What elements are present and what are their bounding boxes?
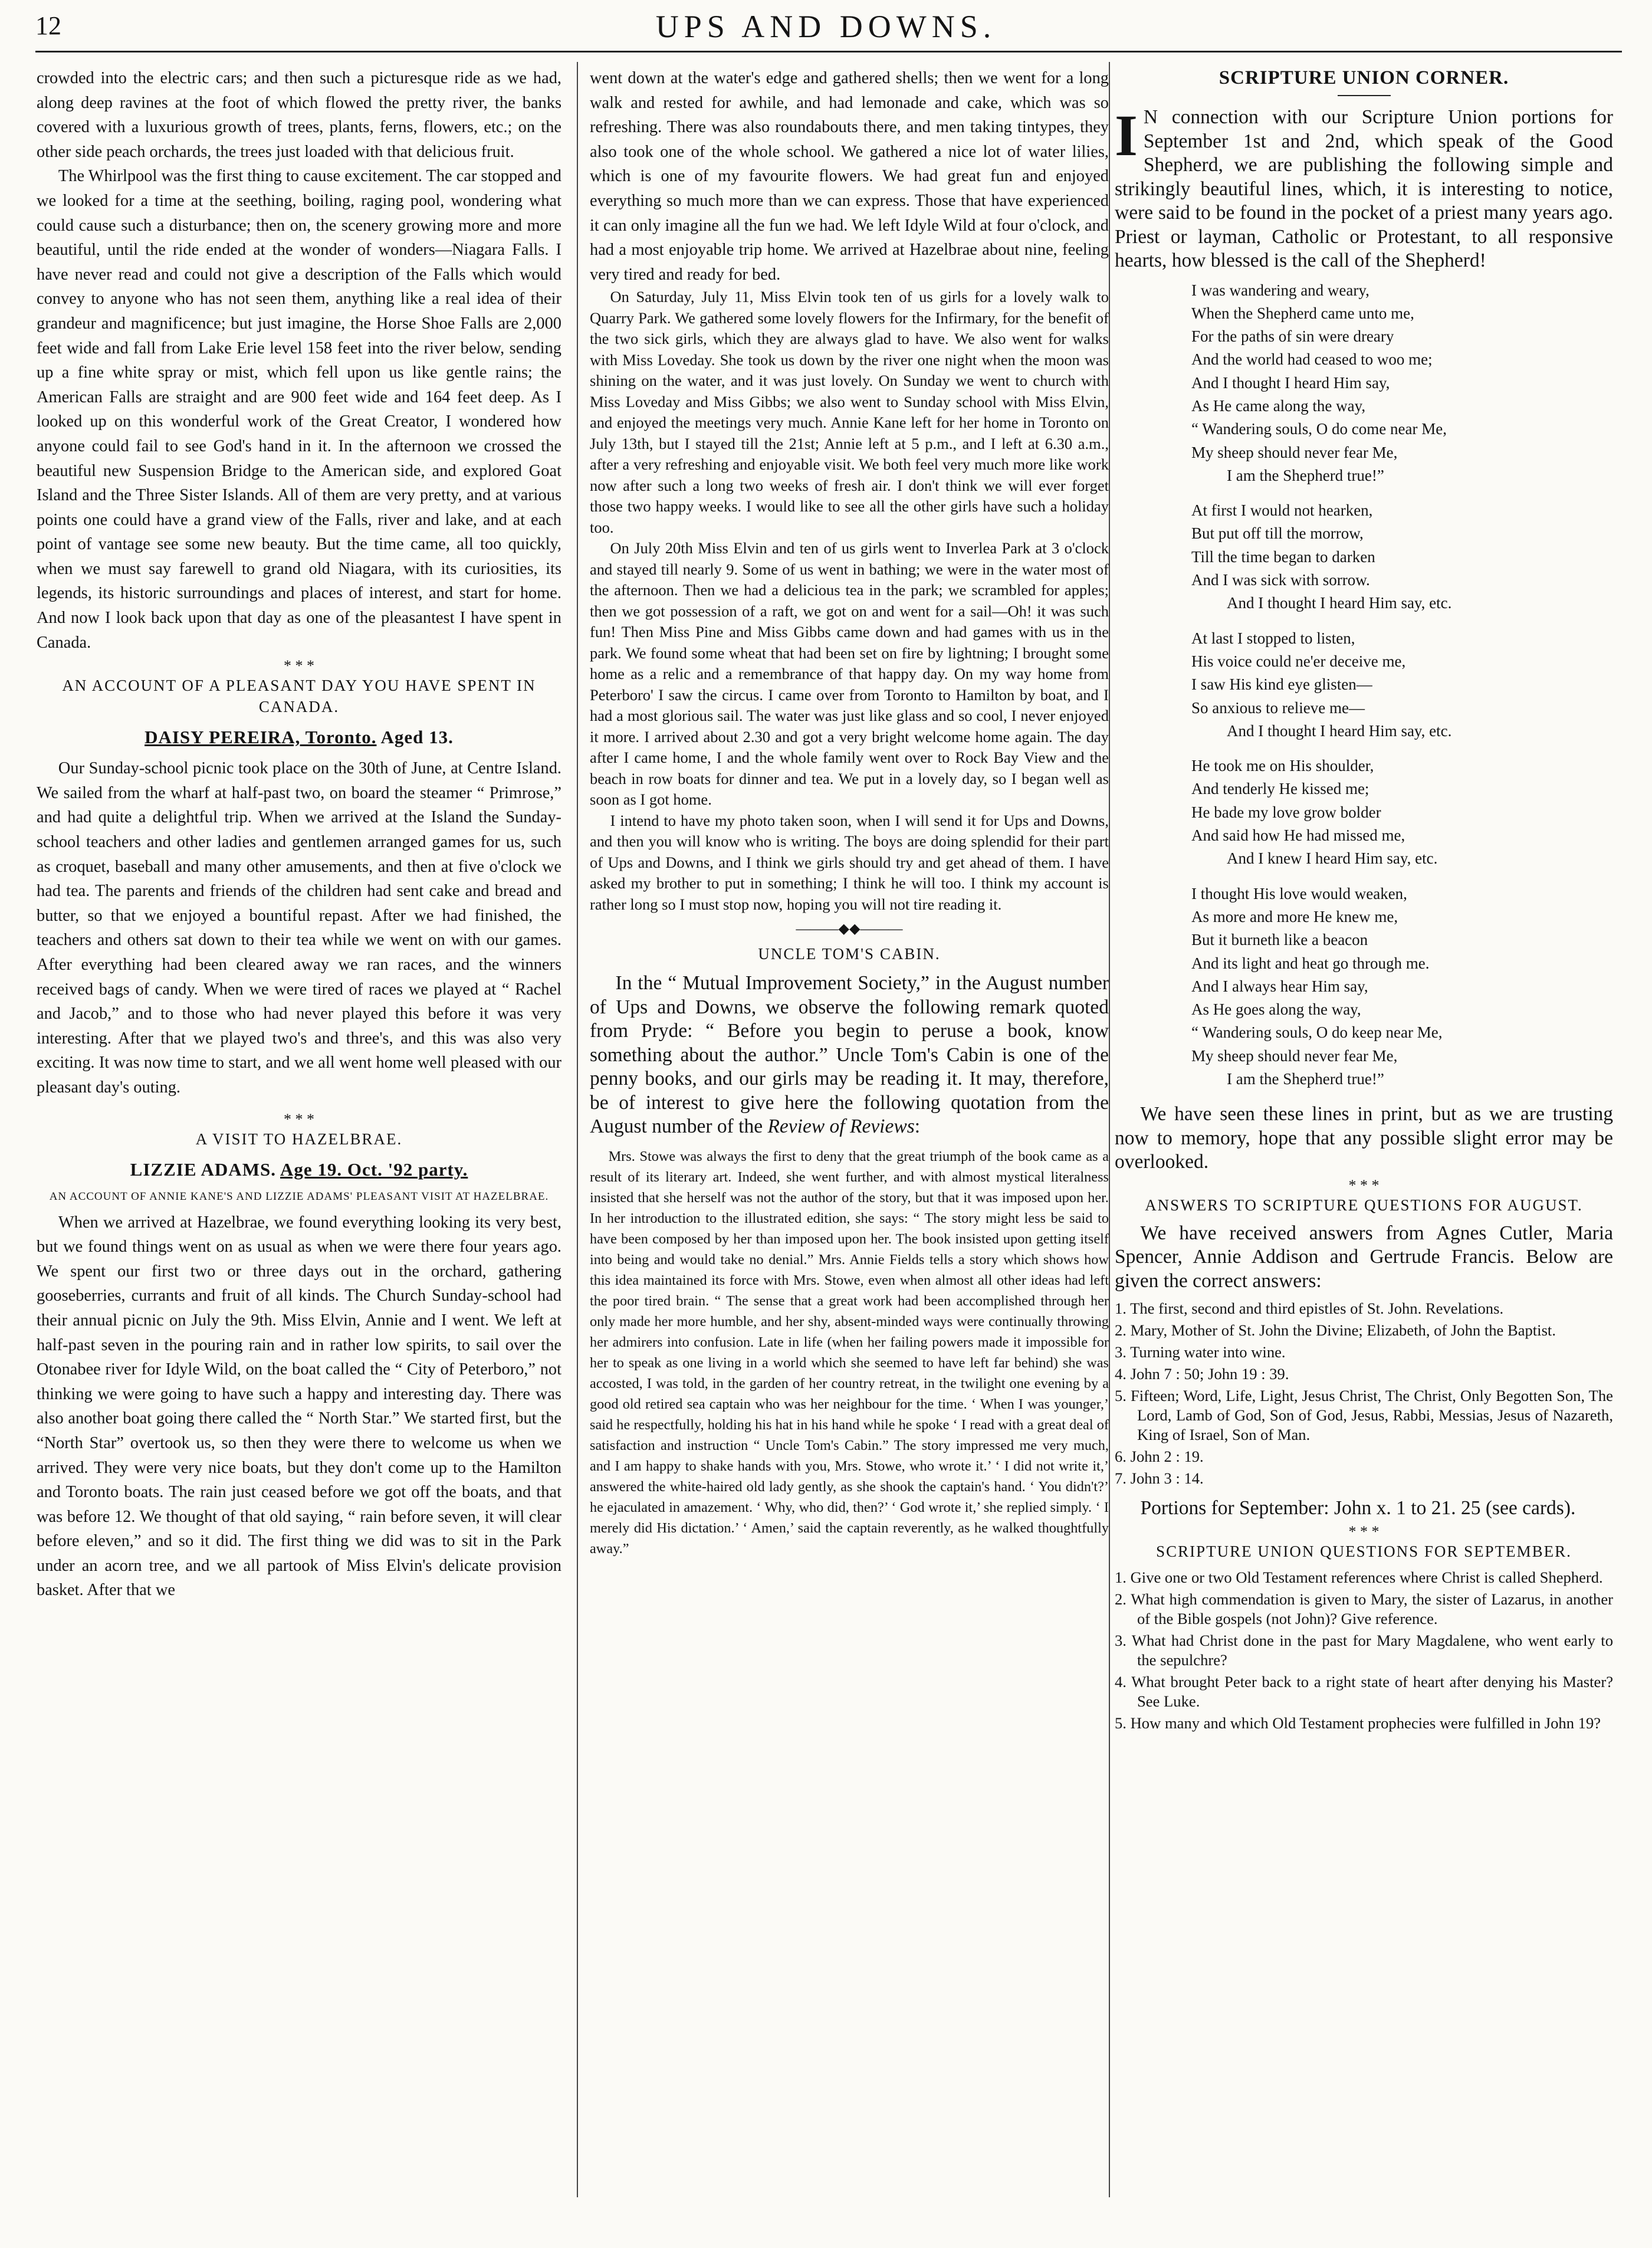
author-name: DAISY PEREIRA, Toronto. xyxy=(144,727,377,748)
answer-item: 6. John 2 : 19. xyxy=(1115,1448,1204,1466)
answer-item: 1. The first, second and third epistles of St. John. Revelations. xyxy=(1115,1299,1504,1318)
author-age: Age 19. Oct. '92 party. xyxy=(280,1159,468,1180)
poem-line: My sheep should never fear Me, xyxy=(1191,443,1398,461)
drop-cap: I xyxy=(1115,103,1138,168)
questions-list xyxy=(1115,1568,1613,1733)
paragraph: On Saturday, July 11, Miss Elvin took ten of us girls for a lovely walk to Quarry Park. We gathered some lovely flowers for the Infirmary, for the benefit of the two sick girls, which they are always glad to have. We also went for walks with Miss Loveday. She took us down by the river one night when the moon was shining on the water, and it was just lovely. On Sunday we went to church with Miss Loveday and Miss Gibbs; we also went to Sunday school with Miss Elvin, and enjoyed the meetings very much. Annie Kane left for her home in Toronto on July 13th, but I stayed till the 21st; Annie left at 5 p.m., and I left at 6.30 a.m., after a very refreshing and enjoyable visit. We both feel very much more like work now after such a long two weeks of fresh air. I don't think we will ever forget those two happy weeks. I would like to see all the other girls have such a holiday too. xyxy=(590,288,1109,536)
poem-stanza xyxy=(1191,279,1613,488)
poem-line: He bade my love grow bolder xyxy=(1191,803,1381,821)
poem-line: He took me on His shoulder, xyxy=(1191,757,1374,775)
poem-line: His voice could ne'er deceive me, xyxy=(1191,652,1406,670)
paragraph: Our Sunday-school picnic took place on the 30th of June, at Centre Island. We sailed from the wharf at half-past two, on board the steamer “ Primrose,” and had quite a delightful trip. When we arrived at the Island the Sunday-school teachers and other ladies and gentlemen arranged games for us, such as croquet, baseball and many other amusements, and then at five o'clock we had tea. The parents and friends of the children had sent cake and bread and butter, so that we enjoyed a bountiful repast. After we had finished, the teachers and others sat down to their tea while we went on with our games. After everything had been cleared away we ran races, and the winners received bags of candy. When we were tired of races we played at “ Rachel and Jacob,” and to those who had never played this before it was very interesting. After that we played two's and three's, and this was also very exciting. It was now time to start, and we all went home well pleased with our pleasant day's outing. xyxy=(37,759,561,1097)
title-rule xyxy=(1338,95,1391,96)
page-number: 12 xyxy=(35,11,61,40)
poem-line: But it burneth like a beacon xyxy=(1191,931,1368,949)
asterism: * * * xyxy=(1348,1522,1380,1540)
question-item: 4. What brought Peter back to a right state of heart after denying his Master? See Luke. xyxy=(1115,1672,1613,1710)
article-heading: AN ACCOUNT OF A PLEASANT DAY YOU HAVE SPENT IN CANADA. xyxy=(62,677,536,716)
poem-stanza xyxy=(1191,882,1613,1091)
author-byline xyxy=(37,727,561,748)
paragraph xyxy=(590,972,1109,1139)
poem-line: And I thought I heard Him say, etc. xyxy=(1227,594,1452,612)
article-heading: A VISIT TO HAZELBRAE. xyxy=(195,1130,403,1148)
poem-line: I thought His love would weaken, xyxy=(1191,884,1407,903)
poem-line: When the Shepherd came unto me, xyxy=(1191,304,1414,322)
poem-line: “ Wandering souls, O do keep near Me, xyxy=(1191,1023,1443,1042)
publication-title: Review of Reviews xyxy=(767,1115,915,1138)
poem-line: But put off till the morrow, xyxy=(1191,524,1364,543)
section-ornament: ———◆◆——— xyxy=(796,921,903,937)
poem-line: As He came along the way, xyxy=(1191,396,1366,415)
paragraph-text: In the “ Mutual Improvement Society,” in the August number of Ups and Downs, we observe the following remark quoted from Pryde: “ Before you begin to peruse a book, know something about the author.” Uncle Tom's Cabin is one of the penny books, and our girls may be reading it. It may, therefore, be of interest to give here the following quotation from the August number of the xyxy=(590,972,1109,1138)
poem-line: And said how He had missed me, xyxy=(1191,826,1405,845)
paragraph: When we arrived at Hazelbrae, we found everything looking its very best, but we found things went on as usual as when we were there four years ago. We spent our first two or three days out in the orchard, gathering gooseberries, currants and fruit of all kinds. The Church Sunday-school had their annual picnic on July the 9th. Miss Elvin, Annie and I went. We left at half-past seven in the pouring rain and in rather low spirits, to sail over the Otonabee river for Idyle Wild, on the boat called the “ City of Peterboro,” not thinking we were going to have such a happy and interesting day. There was also another boat going there called the “ North Star.” We started first, but the “North Star” overtook us, so then they were there to welcome us when we arrived. They were very nice boats, but they don't come up to the Hamilton and Toronto boats. The rain just ceased before we got off the boats, and that was before 12. We thought of that old saying, “ rain before seven, it will clear before eleven,” and so it did. The first thing we did was to sit in the Park under an acorn tree, and we all partook of Miss Elvin's delicate provision basket. After that we xyxy=(37,1213,561,1600)
author-age: Aged 13. xyxy=(380,727,454,748)
answer-item: 4. John 7 : 50; John 19 : 39. xyxy=(1115,1365,1289,1383)
poem-stanza xyxy=(1191,499,1613,615)
answer-item: 7. John 3 : 14. xyxy=(1115,1469,1204,1488)
poem-line: And tenderly He kissed me; xyxy=(1191,780,1369,798)
paragraph: Portions for September: John x. 1 to 21. 25 (see cards). xyxy=(1140,1497,1576,1520)
asterism: * * * xyxy=(1348,1176,1380,1194)
poem-line: My sheep should never fear Me, xyxy=(1191,1046,1398,1065)
author-byline xyxy=(37,1159,561,1180)
questions-heading: SCRIPTURE UNION QUESTIONS FOR SEPTEMBER. xyxy=(1156,1542,1572,1560)
column-divider-1 xyxy=(577,62,578,2197)
poem-line: And its light and heat go through me. xyxy=(1191,954,1430,972)
paragraph: We have seen these lines in print, but as we are trusting now to memory, hope that any possible slight error may be overlooked. xyxy=(1115,1103,1613,1173)
answer-item: 3. Turning water into wine. xyxy=(1115,1343,1286,1361)
poem-line: “ Wandering souls, O do come near Me, xyxy=(1191,420,1447,438)
quoted-paragraph: Mrs. Stowe was always the first to deny that the great triumph of the book came as a result of its literary art. Indeed, she went further, and with almost mystical literalness insisted that she herself was not the author of the story, but that it was imposed upon her. In her introduction to the illustrated edition, she says: “ The story might less be said to have been composed by her than imposed upon her. The book insisted upon getting itself into being and would take no denial.” Mrs. Annie Fields tells a story which shows how this idea maintained its force with Mrs. Stowe, even when almost all other ideas had left the poor tired brain. “ The sense that a great work had been accomplished through her only made her more humble, and her shy, absent-minded ways were continually throwing her admirers into confusion. Late in life (when her failing powers made it impossible for her to speak as one living in a world which she seemed to have left far behind) she was accosted, I was told, in the garden of her country retreat, in the twilight one evening by a good old retired sea captain who was her neighbour for the time. ‘ When I was younger,’ said he respectfully, holding his hat in his hand while he spoke ‘ I read with a great deal of satisfaction and instruction “ Uncle Tom's Cabin.” The story impressed me very much, and I am happy to shake hands with you, Mrs. Stowe, who wrote it.’ ‘ I did not write it,’ answered the white-haired old lady gently, as she shook the captain's hand. ‘ You didn't?’ he ejaculated in amazement. ‘ Why, who did, then?’ ‘ God wrote it,’ she replied simply. ‘ I merely did His dictation.’ ‘ Amen,’ said the captain reverently, as he walked thoughtfully away.” xyxy=(590,1148,1109,1557)
paragraph: I intend to have my photo taken soon, when I will send it for Ups and Downs, and then you will know who is writing. The boys are doing splendid for their part of Ups and Downs, and I think we girls should try and get ahead of them. I have asked my brother to put in something; I think he will too. I think my account is rather long so I must stop now, hoping you will not tire reading it. xyxy=(590,811,1109,913)
poem-stanza xyxy=(1191,754,1613,870)
paragraph: crowded into the electric cars; and then such a picturesque ride as we had, along deep ravines at the foot of which flowed the pretty river, the banks covered with a luxurious growth of trees, plants, ferns, flowers, etc.; on the other side peach orchards, the trees just loaded with that delicious fruit. xyxy=(37,69,561,161)
article-heading: UNCLE TOM'S CABIN. xyxy=(758,945,941,963)
poem-line: As He goes along the way, xyxy=(1191,1000,1361,1019)
poem-line: And I was sick with sorrow. xyxy=(1191,571,1370,589)
poem-line: As more and more He knew me, xyxy=(1191,907,1398,926)
asterism: * * * xyxy=(284,1110,314,1128)
column-middle xyxy=(590,66,1109,2225)
poem-line: And I thought I heard Him say, xyxy=(1191,373,1390,392)
intro-paragraph xyxy=(1115,103,1613,273)
answers-list xyxy=(1115,1299,1613,1488)
column-right xyxy=(1115,66,1613,2219)
header-rule xyxy=(35,51,1622,52)
masthead-title: UPS AND DOWNS. xyxy=(655,9,997,44)
answers-heading: ANSWERS TO SCRIPTURE QUESTIONS FOR AUGUST. xyxy=(1145,1196,1583,1214)
answer-item: 5. Fifteen; Word, Life, Light, Jesus Christ, The Christ, Only Begotten Son, The Lord, Lamb of God, Son of God, Jesus, Rabbi, Messias, Jesus of Nazareth, King of Israel, Son of Man. xyxy=(1115,1387,1613,1444)
poem-line: At last I stopped to listen, xyxy=(1191,629,1355,647)
question-item: 3. What had Christ done in the past for Mary Magdalene, who went early to the sepulchre? xyxy=(1115,1631,1613,1669)
poem-stanza xyxy=(1191,627,1613,743)
poem-line: I am the Shepherd true!” xyxy=(1227,1070,1384,1088)
paragraph: We have received answers from Agnes Cutler, Maria Spencer, Annie Addison and Gertrude Francis. Below are given the correct answers: xyxy=(1115,1222,1613,1292)
paragraph: went down at the water's edge and gathered shells; then we went for a long walk and rested for awhile, and had lemonade and cake, which was so refreshing. There was also roundabouts there, and men taking tintypes, they also took one of the whole school. We gathered a nice lot of water lilies, which is one of my favourite flowers. We had great fun and enjoyed everything so much more than we can express. Those that have experienced it can only imagine all the fun we had. We left Idyle Wild at four o'clock, and had a most enjoyable trip home. We arrived at Hazelbrae about nine, feeling very tired and ready for bed. xyxy=(590,69,1109,284)
poem-line: I saw His kind eye glisten— xyxy=(1191,675,1372,694)
asterism: * * * xyxy=(284,657,314,675)
poem xyxy=(1115,279,1613,1091)
poem-line: And the world had ceased to woo me; xyxy=(1191,350,1433,369)
paragraph: On July 20th Miss Elvin and ten of us girls went to Inverlea Park at 3 o'clock and stayed till nearly 9. Some of us went in bathing; we were in the water most of the afternoon. Then we had a delicious tea in the park; we scrambled for apples; then we got possession of a raft, we got on and went for a sail—Oh! it was such fun! Then Miss Pine and Miss Gibbs came down and had games with us in the park. We found some wheat that had been set on fire by lightning; I brought some home as a relic and a remembrance of that happy day. On my way home from Peterboro' I saw the circus. I came over from Toronto to Hamilton by boat, and I had a most glorious sail. The water was just like glass and so cool, I never enjoyed it more. I arrived about 2.30 and got a very bright welcome home again. The day after I came home, I and the whole family went over to Rock Bay View and the beach in row boats for dinner and tea. We put in a lovely day, so I began well as soon as I got home. xyxy=(590,539,1109,809)
poem-line: And I knew I heard Him say, etc. xyxy=(1227,849,1438,868)
poem-line: I am the Shepherd true!” xyxy=(1227,466,1384,484)
article-subcaption: AN ACCOUNT OF ANNIE KANE'S AND LIZZIE ADAMS' PLEASANT VISIT AT HAZELBRAE. xyxy=(49,1190,549,1203)
poem-line: And I thought I heard Him say, etc. xyxy=(1227,721,1452,740)
column-divider-2 xyxy=(1109,62,1110,2197)
poem-line: Till the time began to darken xyxy=(1191,547,1375,566)
poem-line: I was wandering and weary, xyxy=(1191,281,1369,299)
poem-line: So anxious to relieve me— xyxy=(1191,698,1365,717)
poem-line: And I always hear Him say, xyxy=(1191,977,1368,995)
question-item: 2. What high commendation is given to Mary, the sister of Lazarus, in another of the Bible gospels (not John)? Give reference. xyxy=(1115,1590,1613,1627)
poem-line: At first I would not hearken, xyxy=(1191,501,1373,520)
author-name: LIZZIE ADAMS. xyxy=(130,1159,276,1180)
paragraph: The Whirlpool was the first thing to cause excitement. The car stopped and we looked for a time at the seething, boiling, raging pool, wondering what could cause such a disturbance; then on, the scenery growing more and more beautiful, until the ride ended at the wonder of wonders—Niagara Falls. I have never read and could not give a description of the Falls which would convey to anyone who has not seen them, anything like a real idea of their grandeur and magnificence; but just imagine, the Horse Shoe Falls are 2,000 feet wide and fall from Lake Erie level 158 feet into the river below, sending up a fine white spray or mist, which fell upon us like gentle rains; the American Falls are straight and are 900 feet wide and 164 feet deep. As I looked up on this wonderful work of the Great Creator, I wondered how anyone could fail to see God's hand in it. In the afternoon we crossed the beautiful new Suspension Bridge to the American side, and explored Goat Island and the Three Sister Islands. All of them are very pretty, and at various points one could have a grand view of the Falls, river and lake, and at each point of vantage see some new beauty. But the time came, all too quickly, when we must say farewell to grand old Niagara, with its curiosities, its legends, its historic surroundings and places of interest, and start for home. And now I look back upon that day as one of the pleasantest I have spent in Canada. xyxy=(37,167,561,652)
intro-text: N connection with our Scripture Union portions for September 1st and 2nd, which speak of the Good Shepherd, we are publishing the following simple and strikingly beautiful lines, which, it is interesting to notice, were said to be found in the pocket of a priest many years ago. Priest or layman, Catholic or Protestant, to all responsive hearts, how blessed is the call of the Shepherd! xyxy=(1115,106,1613,271)
section-title: SCRIPTURE UNION CORNER. xyxy=(1219,67,1509,88)
poem-line: For the paths of sin were dreary xyxy=(1191,327,1394,346)
question-item: 1. Give one or two Old Testament references where Christ is called Shepherd. xyxy=(1115,1568,1603,1586)
question-item: 5. How many and which Old Testament prophecies were fulfilled in John 19? xyxy=(1115,1714,1601,1732)
column-left xyxy=(37,66,561,2213)
answer-item: 2. Mary, Mother of St. John the Divine; Elizabeth, of John the Baptist. xyxy=(1115,1321,1556,1340)
paragraph-end: : xyxy=(914,1115,921,1138)
